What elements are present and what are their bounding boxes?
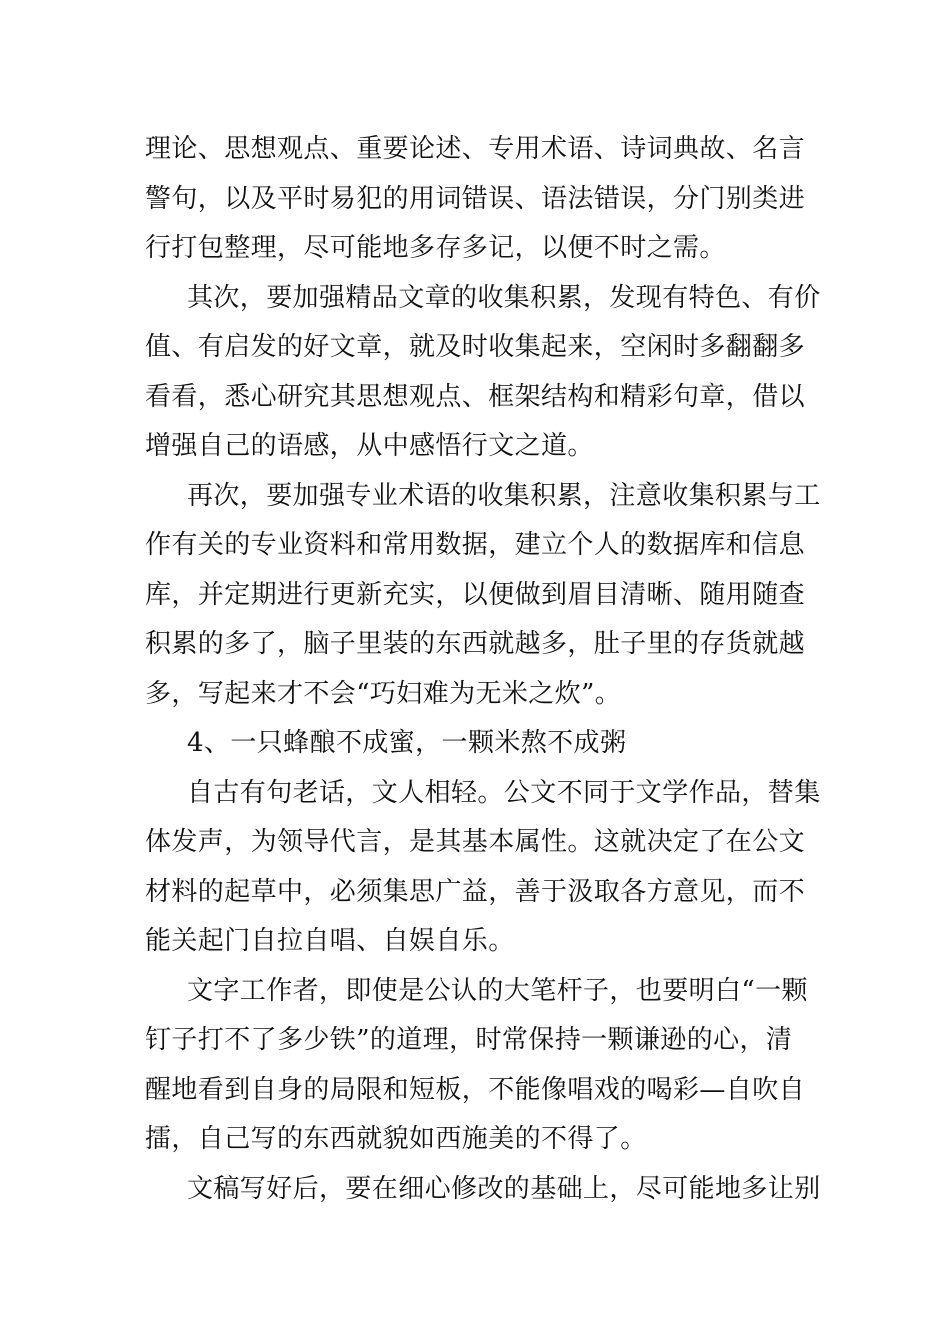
text-line: 积累的多了，脑子里装的东西就越多，肚子里的存货就越 bbox=[145, 629, 806, 659]
paragraph-after-drafting bbox=[145, 1165, 821, 1215]
text-line: 醒地看到自身的局限和短板，不能像唱戏的喝彩—自吹自 bbox=[145, 1074, 806, 1105]
text-line: 看看，悉心研究其思想观点、框架结构和精彩句章，借以 bbox=[145, 381, 806, 412]
paragraph-continuation bbox=[145, 125, 810, 274]
paragraph-ancient-saying bbox=[145, 769, 821, 967]
text-line: 体发声，为领导代言，是其基本属性。这就决定了在公文 bbox=[145, 827, 806, 857]
text-line: 理论、思想观点、重要论述、专用术语、诗词典故、名言 bbox=[145, 134, 806, 164]
text-line: 多，写起来才不会“巧妇难为无米之炊”。 bbox=[145, 678, 622, 709]
text-line: 再次，要加强专业术语的收集积累，注意收集积累与工 bbox=[187, 480, 821, 511]
text-line: 擂，自己写的东西就貌如西施美的不得了。 bbox=[145, 1124, 647, 1154]
document-body bbox=[145, 125, 821, 1214]
text-line: 增强自己的语感，从中感悟行文之道。 bbox=[145, 431, 594, 461]
text-line: 钉子打不了多少铁”的道理，时常保持一颗谦逊的心，清 bbox=[145, 1025, 793, 1055]
text-line: 材料的起草中，必须集思广益，善于汲取各方意见，而不 bbox=[145, 876, 806, 907]
text-line: 其次，要加强精品文章的收集积累，发现有特色、有价 bbox=[187, 282, 821, 313]
text-line: 文字工作者，即使是公认的大笔杆子，也要明白“一颗 bbox=[187, 975, 808, 1006]
text-line: 警句，以及平时易犯的用词错误、语法错误，分门别类进 bbox=[145, 183, 806, 214]
paragraph-thirdly bbox=[145, 472, 821, 720]
text-line: 行打包整理，尽可能地多存多记，以便不时之需。 bbox=[145, 233, 726, 263]
text-line: 库，并定期进行更新充实，以便做到眉目清晰、随用随查 bbox=[145, 579, 806, 610]
text-line: 值、有启发的好文章，就及时收集起来，空闲时多翻翻多 bbox=[145, 332, 806, 362]
heading-text: 4、一只蜂酿不成蜜，一颗米熬不成粥 bbox=[187, 728, 627, 758]
text-line: 自古有句老话，文人相轻。公文不同于文学作品，替集 bbox=[187, 777, 821, 808]
text-line: 作有关的专业资料和常用数据，建立个人的数据库和信息 bbox=[145, 530, 806, 560]
paragraph-secondly bbox=[145, 274, 821, 472]
section-heading bbox=[145, 719, 810, 769]
text-line: 能关起门自拉自唱、自娱自乐。 bbox=[145, 926, 515, 956]
text-line: 文稿写好后，要在细心修改的基础上，尽可能地多让别 bbox=[187, 1173, 821, 1204]
paragraph-writers bbox=[145, 967, 810, 1165]
